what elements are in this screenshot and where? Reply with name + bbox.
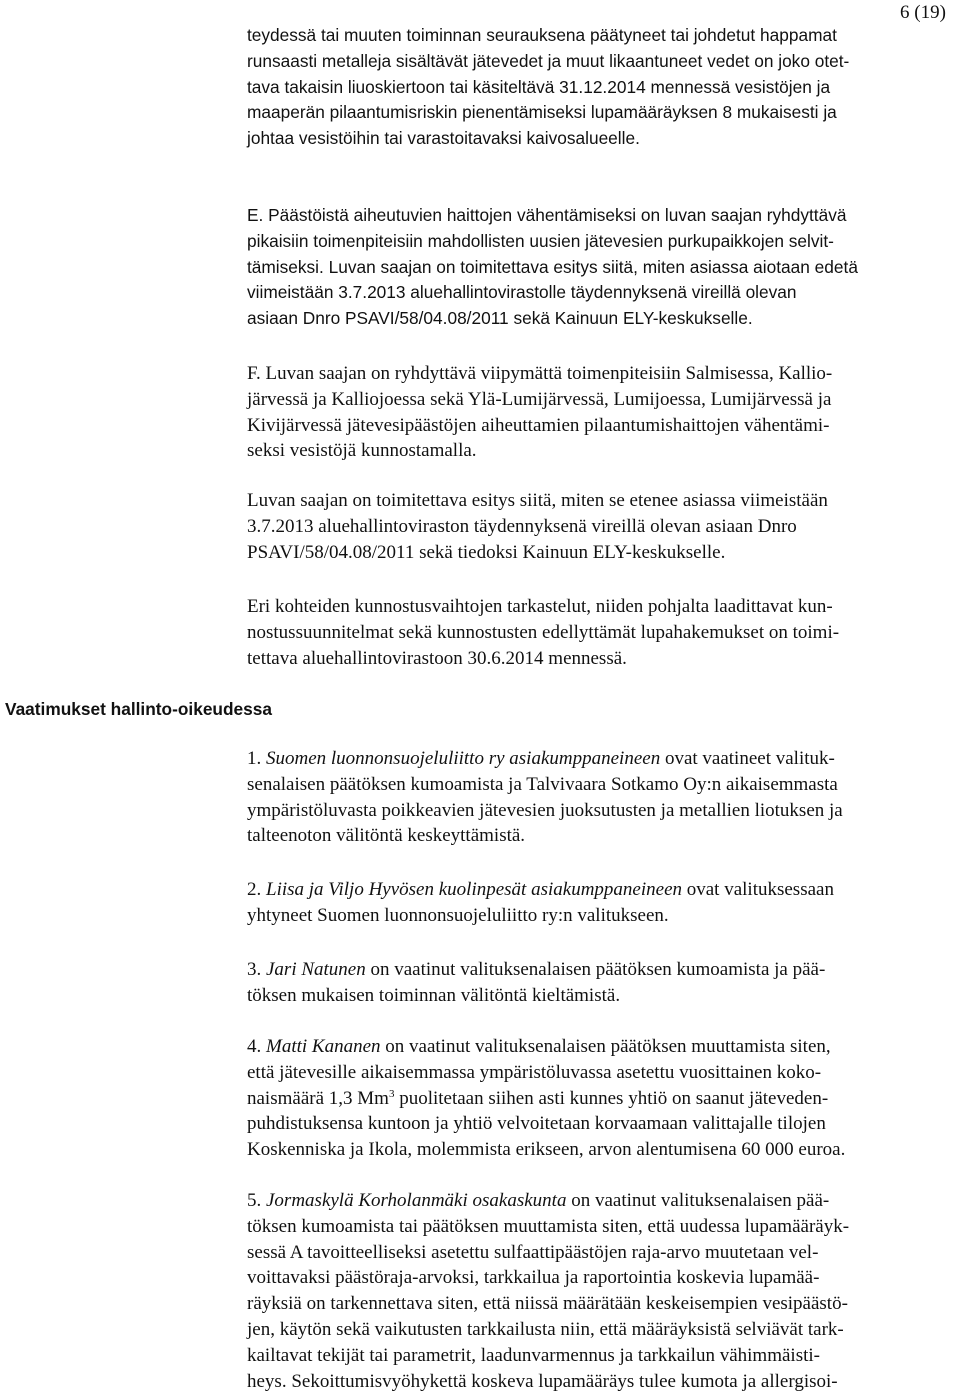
text-line: sessä A tavoitteelliseksi asetettu sulfaattipäästöjen raja-arvo muutetaan vel- <box>247 1241 819 1263</box>
text-line: töksen mukaisen toiminnan välitöntä kieltämistä. <box>247 984 621 1006</box>
text-line: puhdistuksensa kuntoon ja yhtiö velvoitetaan korvaamaan valittajalle tilojen <box>247 1113 826 1135</box>
paragraph-continuation <box>247 23 952 152</box>
party-name: Liisa ja Viljo Hyvösen kuolinpesät asiakumppaneineen <box>266 879 682 900</box>
text-line: senalaisen päätöksen kumoamista ja Talvivaara Sotkamo Oy:n aikaisemmasta <box>247 773 838 795</box>
text-line: seksi vesistöjä kunnostamalla. <box>247 440 477 462</box>
text-line: Luvan saajan on toimitettava esitys siitä, miten se etenee asiassa viimeistään <box>247 490 828 511</box>
text-line: jen, käytön sekä vaikutusten tarkkailusta niin, että määräyksistä selviävät tark- <box>247 1318 844 1340</box>
item-number: 3. <box>247 959 266 980</box>
text-line: tava takaisin liuoskiertoon tai käsiteltävä 31.12.2014 mennessä vesistöjen ja <box>247 76 831 97</box>
text-line: viimeistään 3.7.2013 aluehallintovirastolle täydennyksenä vireillä olevan <box>247 282 797 303</box>
text-line: kailtavat tekijät tai parametrit, laadunvarmennus ja tarkkailun vähimmäisti- <box>247 1344 820 1366</box>
text-line: heys. Sekoittumisvyöhykettä koskeva lupamääräys tulee kumota ja allergisoi- <box>247 1370 838 1392</box>
text-line: tettava aluehallintovirastoon 30.6.2014 mennessä. <box>247 647 627 669</box>
item-number: 4. <box>247 1036 266 1057</box>
text-line <box>247 877 957 903</box>
paragraph-g <box>247 488 952 565</box>
text-line: Kivijärvessä jätevesipäästöjen aiheuttamien pilaantumishaittojen vähentämi- <box>247 414 830 436</box>
text-line: Koskenniska ja Ikola, molemmista erikseen, arvon alentumisena 60 000 euroa. <box>247 1139 846 1161</box>
text-line: räyksiä on tarkennettava siten, että niissä määrätään keskeisempien vesipäästö- <box>247 1293 848 1315</box>
paragraph-h <box>247 594 952 671</box>
item-text: on vaatinut valituksenalaisen päätöksen kumoamista ja pää- <box>365 959 826 980</box>
appeal-item-1 <box>247 746 957 849</box>
item-text: ovat valituksessaan <box>682 879 834 900</box>
text-line: maaperän pilaantumisriskin pienentämiseksi lupamääräyksen 8 mukaisesti ja <box>247 102 837 123</box>
item-text: naismäärä 1,3 Mm <box>247 1087 389 1109</box>
party-name: Suomen luonnonsuojeluliitto ry asiakumppaneineen <box>266 748 661 769</box>
text-line <box>247 1086 957 1112</box>
text-line: yhtyneet Suomen luonnonsuojeluliitto ry:n valitukseen. <box>247 904 669 926</box>
item-number: 2. <box>247 879 266 900</box>
item-text: on vaatinut valituksenalaisen päätöksen muuttamista siten, <box>380 1036 831 1057</box>
superscript: 3 <box>388 1087 395 1100</box>
item-text: puolitetaan siihen asti kunnes yhtiö on saanut jäteveden- <box>394 1087 829 1109</box>
text-line: järvessä ja Kalliojoessa sekä Ylä-Lumijärvessä, Lumijoessa, Lumijärvessä ja <box>247 388 832 410</box>
text-line: johtaa vesistöihin tai varastoitavaksi kaivosalueelle. <box>247 128 640 149</box>
page-number: 6 (19) <box>900 2 946 23</box>
item-number: 5. <box>247 1190 266 1211</box>
paragraph-e <box>247 203 952 332</box>
text-line: nostussuunnitelmat sekä kunnostusten edellyttämät lupahakemukset on toimi- <box>247 621 840 643</box>
text-line: Eri kohteiden kunnostusvaihtojen tarkastelut, niiden pohjalta laadittavat kun- <box>247 596 833 617</box>
appeal-item-3 <box>247 957 957 1009</box>
item-number: 1. <box>247 748 266 769</box>
text-line: 3.7.2013 aluehallintoviraston täydennyksenä vireillä olevan asiaan Dnro <box>247 515 797 537</box>
section-heading: Vaatimukset hallinto-oikeudessa <box>5 699 272 719</box>
text-line: pikaisiin toimenpiteisiin mahdollisten uusien jätevesien purkupaikkojen selvit- <box>247 230 834 251</box>
party-name: Matti Kananen <box>266 1036 381 1057</box>
text-line: E. Päästöistä aiheutuvien haittojen vähentämiseksi on luvan saajan ryhdyttävä <box>247 205 847 225</box>
text-line: talteenoton välitöntä keskeyttämistä. <box>247 825 526 847</box>
text-line: töksen kumoamista tai päätöksen muuttamista siten, että uudessa lupamääräyk- <box>247 1215 850 1237</box>
party-name: Jormaskylä Korholanmäki osakaskunta <box>266 1190 567 1211</box>
party-name: Jari Natunen <box>266 959 366 980</box>
appeal-item-2 <box>247 877 957 929</box>
item-text: on vaatinut valituksenalaisen pää- <box>566 1190 830 1211</box>
appeal-item-4 <box>247 1034 957 1163</box>
text-line: ympäristöluvasta poikkeavien jätevesien juoksutusten ja metallien liotuksen ja <box>247 799 843 821</box>
text-line: F. Luvan saajan on ryhdyttävä viipymättä toimenpiteisiin Salmisessa, Kallio- <box>247 363 833 384</box>
text-line: voittavaksi päästöraja-arvoksi, tarkkailua ja raportointia koskevia lupamää- <box>247 1267 820 1289</box>
text-line: asiaan Dnro PSAVI/58/04.08/2011 sekä Kainuun ELY-keskukselle. <box>247 308 753 329</box>
appeal-item-5 <box>247 1188 957 1394</box>
text-line <box>247 1034 957 1060</box>
item-text: ovat vaatineet valituk- <box>660 748 835 769</box>
text-line: runsaasti metalleja sisältävät jätevedet ja muut likaantuneet vedet on joko otet- <box>247 50 850 71</box>
text-line: teydessä tai muuten toiminnan seurauksena päätyneet tai johdetut happamat <box>247 25 837 45</box>
text-line: tämiseksi. Luvan saajan on toimitettava esitys siitä, miten asiassa aiotaan edetä <box>247 256 858 277</box>
text-line: että jätevesille aikaisemmassa ympäristöluvassa asetettu vuosittainen koko- <box>247 1061 822 1083</box>
paragraph-f <box>247 361 952 464</box>
text-line <box>247 957 957 983</box>
text-line: PSAVI/58/04.08/2011 sekä tiedoksi Kainuun ELY-keskukselle. <box>247 541 726 563</box>
text-line <box>247 1188 957 1214</box>
text-line <box>247 746 957 772</box>
